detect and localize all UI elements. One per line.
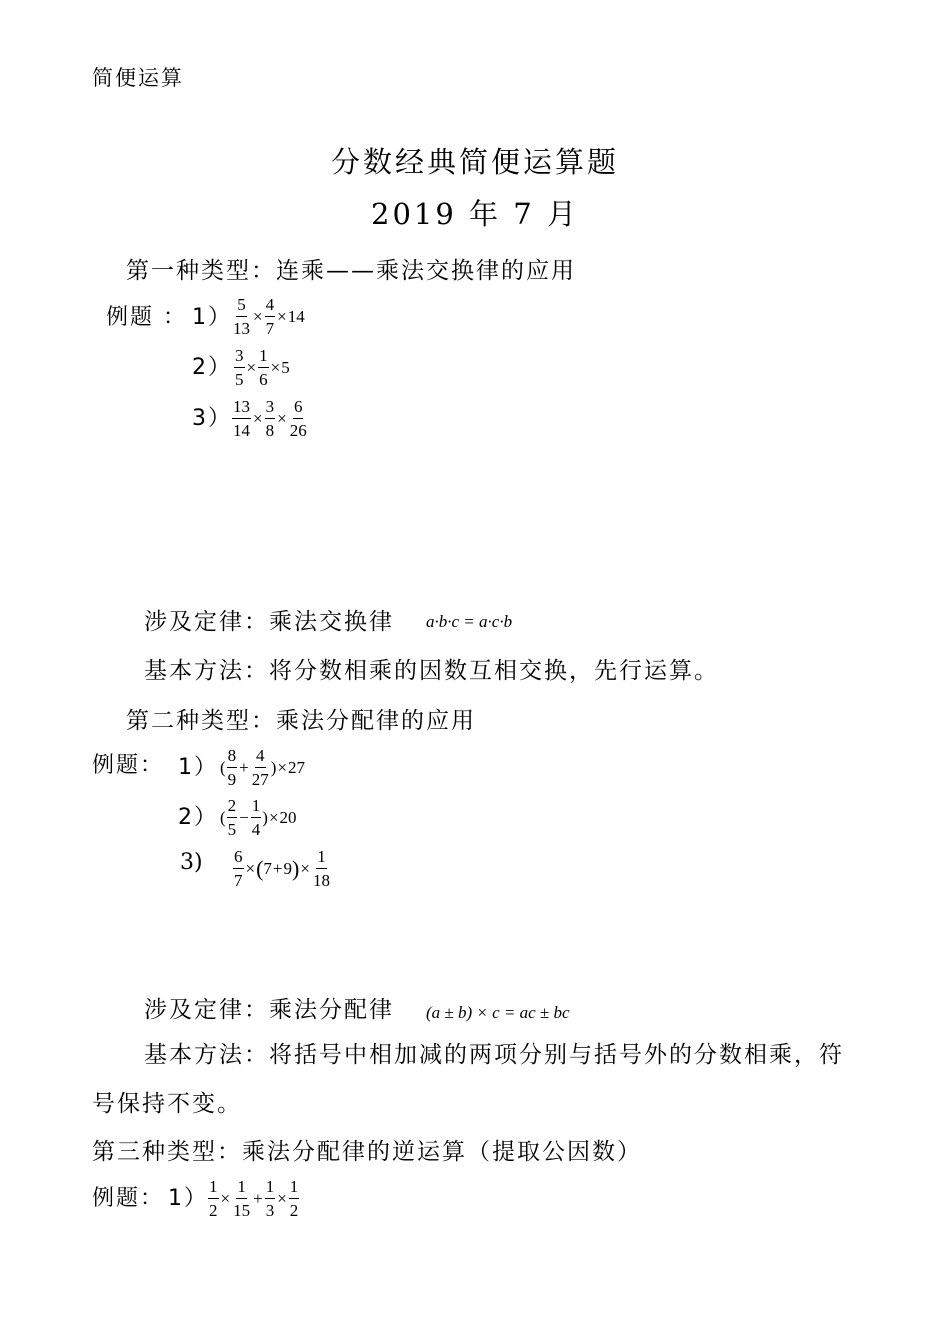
fraction: $\frac{2}{5}$ (227, 796, 237, 839)
page-title: 分数经典简便运算题 (330, 145, 619, 179)
fraction: $\frac{6}{26}$ (289, 397, 307, 440)
fraction: $\frac{3}{8}$ (265, 397, 275, 440)
section1-law-label: 涉及定律：乘法交换律 (144, 609, 394, 635)
s1-ex2-expression: $\frac{3}{5}$ × $\frac{1}{6}$ × 5 (235, 346, 290, 389)
section1-law-formula: a·b·c = a·c·b (426, 612, 513, 631)
page-date: 2019 年 7 月 (371, 197, 579, 231)
section2-method-line1: 基本方法：将括号中相加减的两项分别与括号外的分数相乘，符 (144, 1042, 844, 1068)
fraction: $\frac{1}{18}$ (312, 847, 330, 890)
section2-law-formula: (a ± b) × c = ac ± bc (426, 1003, 570, 1022)
fraction: $\frac{1}{6}$ (259, 346, 268, 389)
fraction: $\frac{1}{3}$ (265, 1177, 275, 1220)
s3-ex1-number: 1） (168, 1186, 208, 1211)
s3-ex1-expression: $\frac{1}{2}$ × $\frac{1}{15}$ + $\frac{1}{3}$ × $\frac{1}{2}$ (209, 1177, 299, 1220)
s1-ex3-expression: $\frac{13}{14}$ × $\frac{3}{8}$ × $\frac{6}{26}$ (233, 397, 307, 440)
page-header: 简便运算 (92, 66, 184, 90)
s2-ex1-number: 1） (178, 755, 218, 780)
fraction: $\frac{5}{13}$ (233, 295, 250, 338)
fraction: $\frac{1}{15}$ (233, 1177, 251, 1220)
fraction: $\frac{4}{7}$ (265, 295, 275, 338)
fraction: $\frac{3}{5}$ (235, 346, 244, 389)
fraction: $\frac{8}{9}$ (227, 746, 237, 789)
s1-ex1-expression: $\frac{5}{13}$ × $\frac{4}{7}$ × 14 (233, 295, 305, 338)
s1-ex1-number: 1） (192, 305, 232, 330)
s2-ex3-number: 3) (180, 850, 203, 875)
section1-heading: 第一种类型：连乘——乘法交换律的应用 (126, 258, 576, 284)
fraction: $\frac{4}{27}$ (251, 746, 269, 789)
fraction: $\frac{13}{14}$ (233, 397, 250, 440)
s2-ex2-number: 2） (178, 805, 218, 830)
s1-ex3-number: 3） (192, 406, 232, 431)
s2-ex1-expression: ( $\frac{8}{9}$ + $\frac{4}{27}$ ) × 27 (220, 746, 306, 789)
section3-heading: 第三种类型：乘法分配律的逆运算（提取公因数） (92, 1139, 642, 1165)
fraction: $\frac{6}{7}$ (234, 847, 243, 890)
section1-example-label: 例题 ： (106, 305, 187, 330)
fraction: $\frac{1}{2}$ (209, 1177, 218, 1220)
fraction: $\frac{1}{2}$ (289, 1177, 299, 1220)
s2-ex3-expression: $\frac{6}{7}$ × ( 7 + 9 ) × $\frac{1}{18}$ (234, 847, 330, 890)
section2-law-label: 涉及定律：乘法分配律 (144, 997, 394, 1023)
section1-method: 基本方法：将分数相乘的因数互相交换，先行运算。 (144, 658, 719, 684)
fraction: $\frac{1}{4}$ (251, 796, 261, 839)
s1-ex2-number: 2） (192, 355, 232, 380)
section3-example-label: 例题： (92, 1186, 165, 1211)
section2-heading: 第二种类型：乘法分配律的应用 (126, 708, 476, 734)
section2-example-label: 例题： (92, 753, 165, 778)
s2-ex2-expression: ( $\frac{2}{5}$ − $\frac{1}{4}$ ) × 20 (220, 796, 297, 839)
section2-method-line2: 号保持不变。 (92, 1091, 242, 1117)
